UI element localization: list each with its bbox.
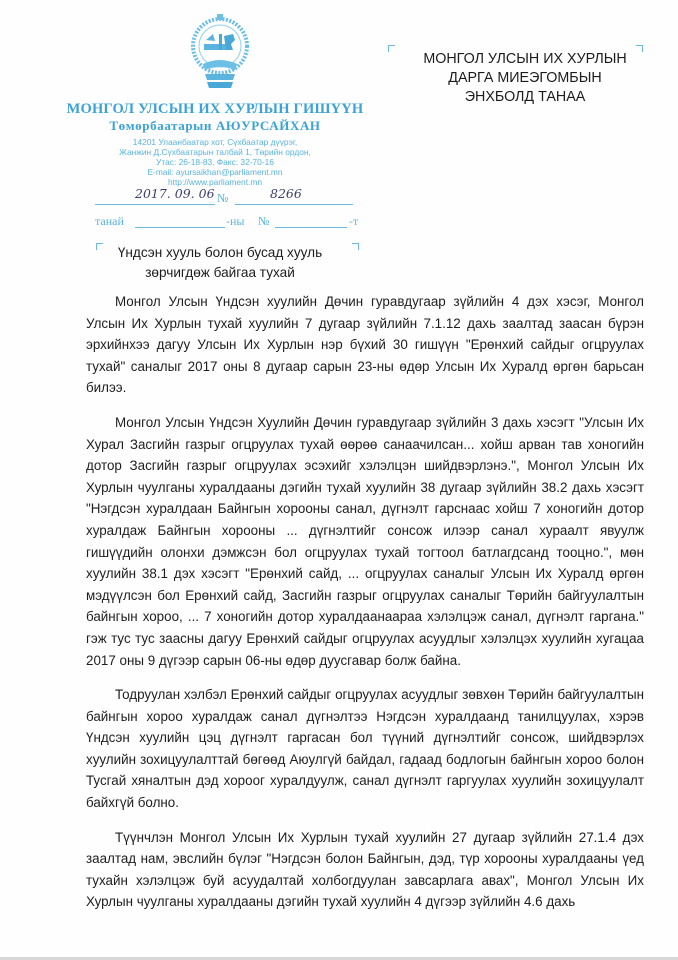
recipient-corner-left <box>388 45 395 52</box>
subject-block <box>100 243 340 283</box>
phone-fax: Утас: 26-18-83, Факс: 32-70-16 <box>156 157 274 167</box>
body-paragraph: Тодруулан хэлбэл Ерөнхий сайдыг огцруулах асуудлыг зөвхөн Төрийн байгуулалтын байнгын хороо хуралдаж санал дүгнэлтээ Нэгдсэн хуралдаанд танилцуулах, хэрэв Үндсэн хуулийн цэц дүгнэлт гаргасан бол түүний дүгнэлтийг сонсож, шийдвэрлэх хуулийн зохицуулалттай бөгөөд Аюулгүй байдал, гадаад бодлогын байнгын хороо болон Тусгай хяналтын дэд хороог хуралдуулж, санал дүгнэлт гаргуулах хуулийн зохицуулалт байхгүй болно. <box>86 687 644 811</box>
your-number-label: № <box>258 214 270 228</box>
website-link[interactable]: http://www.parliament.mn <box>167 177 263 187</box>
to-suffix: -т <box>349 214 359 228</box>
your-label: танай <box>95 214 124 228</box>
your-date-line <box>135 227 225 228</box>
recipient-line: ДАРГА МИЕЭГОМБЫН <box>448 70 602 86</box>
body-paragraph: Монгол Улсын Үндсэн Хуулийн Дөчин гуравдугаар зүйлийн 3 дахь хэсэгт "Улсын Их Хурал Засгийн газрыг огцруулах тухай өөрөө санаачилсан... хойш арван тав хоногийн дотор Засгийн газрыг огцруулах эсэхийг хэлэлцэн шийдвэрлэнэ.", Монгол Улсын Их Хурлын чуулганы хуралдааны дэгийн тухай хуулийн 38 дугаар зүйлийн 38.2 дахь хэсэгт "Нэгдсэн хуралдаан Байнгын хорооны санал, дүгнэлт гарснаас хойш 7 хоногийн дотор хуралдаж Байнгын хорооны ... дүгнэлтийг сонсож илээр санал хураалт явуулж гишүүдийн олонхи дэмжсэн бол огцруулах тухай тогтоол батлагдсанд тооцно.", мөн хуулийн 38.1 дэх хэсэгт "Ерөнхий сайд, ... огцруулах саналыг Улсын Их Хуралд өргөн мэдүүлсэн бол Ерөнхий сайд, Засгийн газрыг огцруулах саналыг Төрийн байгуулалтын байнгын хороо, ... 7 хоногийн дотор хуралдаанаараа хэлэлцэж санал, дүгнэлт гаргана." гэж тус тус заасны дагуу Ерөнхий сайдыг огцруулах асуудлыг хэлэлцэх хуулийн хугацаа 2017 оны 9 дүгээр сарын 06-ны өдөр дуусгавар болж байна. <box>86 414 644 668</box>
email-link[interactable]: E-mail: ayursaikhan@parliament.mn <box>147 167 283 177</box>
subject-line: зөрчигдөж байгаа тухай <box>145 265 295 280</box>
number-line <box>235 204 353 205</box>
your-number-line <box>275 227 347 228</box>
organization-name: МОНГОЛ УЛСЫН ИХ ХУРЛЫН ГИШҮҮН <box>66 101 364 117</box>
letter-date: 2017. 09. 06 <box>135 186 215 201</box>
member-name: Төмөрбаатарын АЮУРСАЙХАН <box>109 118 321 133</box>
recipient-line: МОНГОЛ УЛСЫН ИХ ХУРЛЫН <box>423 51 627 67</box>
address-line: Жанжин Д.Сүхбаатарын талбай 1, Төрийн ордон, <box>119 147 311 157</box>
date-line <box>95 204 215 205</box>
subject-corner-right <box>352 243 359 250</box>
letter-number: 8266 <box>270 186 302 201</box>
letter-body <box>86 291 644 926</box>
recipient-block <box>405 50 645 107</box>
mongolia-state-emblem-icon <box>189 8 251 96</box>
of-label: -ны <box>226 214 245 228</box>
reference-row-incoming <box>95 214 360 234</box>
recipient-line: ЭНХБОЛД ТАНАА <box>464 89 586 105</box>
subject-line: Үндсэн хууль болон бусад хууль <box>117 245 323 260</box>
number-label: № <box>217 191 229 205</box>
body-paragraph: Монгол Улсын Үндсэн хуулийн Дөчин гуравдугаар зүйлийн 4 дэх хэсэг, Монгол Улсын Их Хурлын тухай хуулийн 7 дугаар зүйлийн 7.1.12 дахь заалтад заасан бүрэн эрхийнхээ дагуу Улсын Их Хурлын нэр бүхий 30 гишүүн "Ерөнхий сайдыг огцруулах тухай" саналыг 2017 оны 8 дугаар сарын 23-ны өдөр Улсын Их Хуралд өргөн барьсан билээ. <box>86 294 644 396</box>
address-line: 14201 Улаанбаатар хот, Сүхбаатар дүүрэг, <box>132 137 298 147</box>
body-paragraph: Түүнчлэн Монгол Улсын Их Хурлын тухай хуулийн 27 дугаар зүйлийн 27.1.4 дэх заалтад нам, эвслийн бүлэг "Нэгдсэн болон Байнгын, дэд, түр хорооны хуралдааны үед тухайн хэлэлцэж буй асуудалтай холбогдуулан завсарлага авах", Монгол Улсын Их Хурлын чуулганы хуралдааны дэгийн тухай хуулийн 4 дүгээр зүйлийн 4.6 дахь <box>86 829 644 910</box>
reference-row-outgoing <box>95 186 355 208</box>
